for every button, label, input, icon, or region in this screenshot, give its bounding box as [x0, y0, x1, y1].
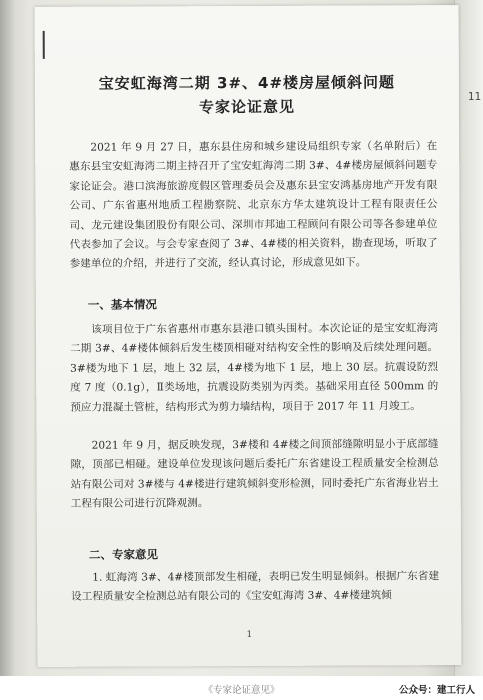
document-page — [35, 5, 462, 667]
section-heading-basic-info: 一、基本情况 — [87, 297, 157, 312]
account-watermark: 公众号：建工行人 — [398, 685, 475, 696]
intro-paragraph: 2021 年 9 月 27 日，惠东县住房和城乡建设局组织专家（名单附后）在惠东县宝安虹海湾二期主持召开了宝安虹海湾二期 3#、4#楼房屋倾斜问题专家论证会。港口滨海旅游度假区管理委员会及惠东县宝安鸿基房地产开发有限公司、广东省惠州地质工程勘察院、北京东方华太建筑设计工程有限责任公司、龙元建设集团股份有限公司、深圳市邦迪工程顾问有限公司等各参建单位代表参加了会议。与会专家查阅了 3#、4#楼的相关资料，勘查现场，听取了参建单位的介绍，并进行了交流，经认真讨论，形成意见如下。 — [69, 140, 438, 271]
adjacent-page-text: 11 — [467, 90, 481, 103]
background-left-edge — [0, 0, 14, 676]
pen-mark — [43, 31, 45, 59]
incident-paragraph: 2021 年 9 月，据反映发现，3#楼和 4#楼之间顶部缝隙明显小于底部缝隙，顶部已相碰。建设单位发现该问题后委托广东省建设工程质量安全检测总站有限公司对 3#楼与 4#楼进行建筑倾斜变形检测，同时委托广东省海业岩土工程有限公司进行沉降观测。 — [70, 438, 439, 510]
section-heading-expert-opinion: 二、专家意见 — [88, 547, 158, 562]
document-subtitle: 专家论证意见 — [198, 97, 296, 117]
image-caption: 《专家论证意见》 — [203, 685, 280, 696]
expert-opinion-paragraph: 1. 虹海湾 3#、4#楼顶部发生相碰，表明已发生明显倾斜。根据广东省建设工程质量安全检测总站有限公司的《宝安虹海湾 3#、4#楼建筑倾 — [71, 570, 440, 604]
page-number: 1 — [246, 629, 253, 641]
basic-info-paragraph: 该项目位于广东省惠州市惠东县港口镇头围村。本次论证的是宝安虹海湾二期 3#、4#楼体倾斜后发生楼顶相碰对结构安全性的影响及后续处理问题。3#楼为地下 1 层，地上 32 层，4#楼为地下 1 层，地上 30 层。抗震设防烈度 7 度（0.1g），Ⅱ类场地，抗震设防类别为丙类。基础采用直径 500mm 的预应力混凝土管桩，结构形式为剪力墙结构，项目于 2017 年 11 月竣工。 — [70, 322, 439, 414]
document-title: 宝安虹海湾二期 3#、4#楼房屋倾斜问题 — [98, 73, 396, 93]
